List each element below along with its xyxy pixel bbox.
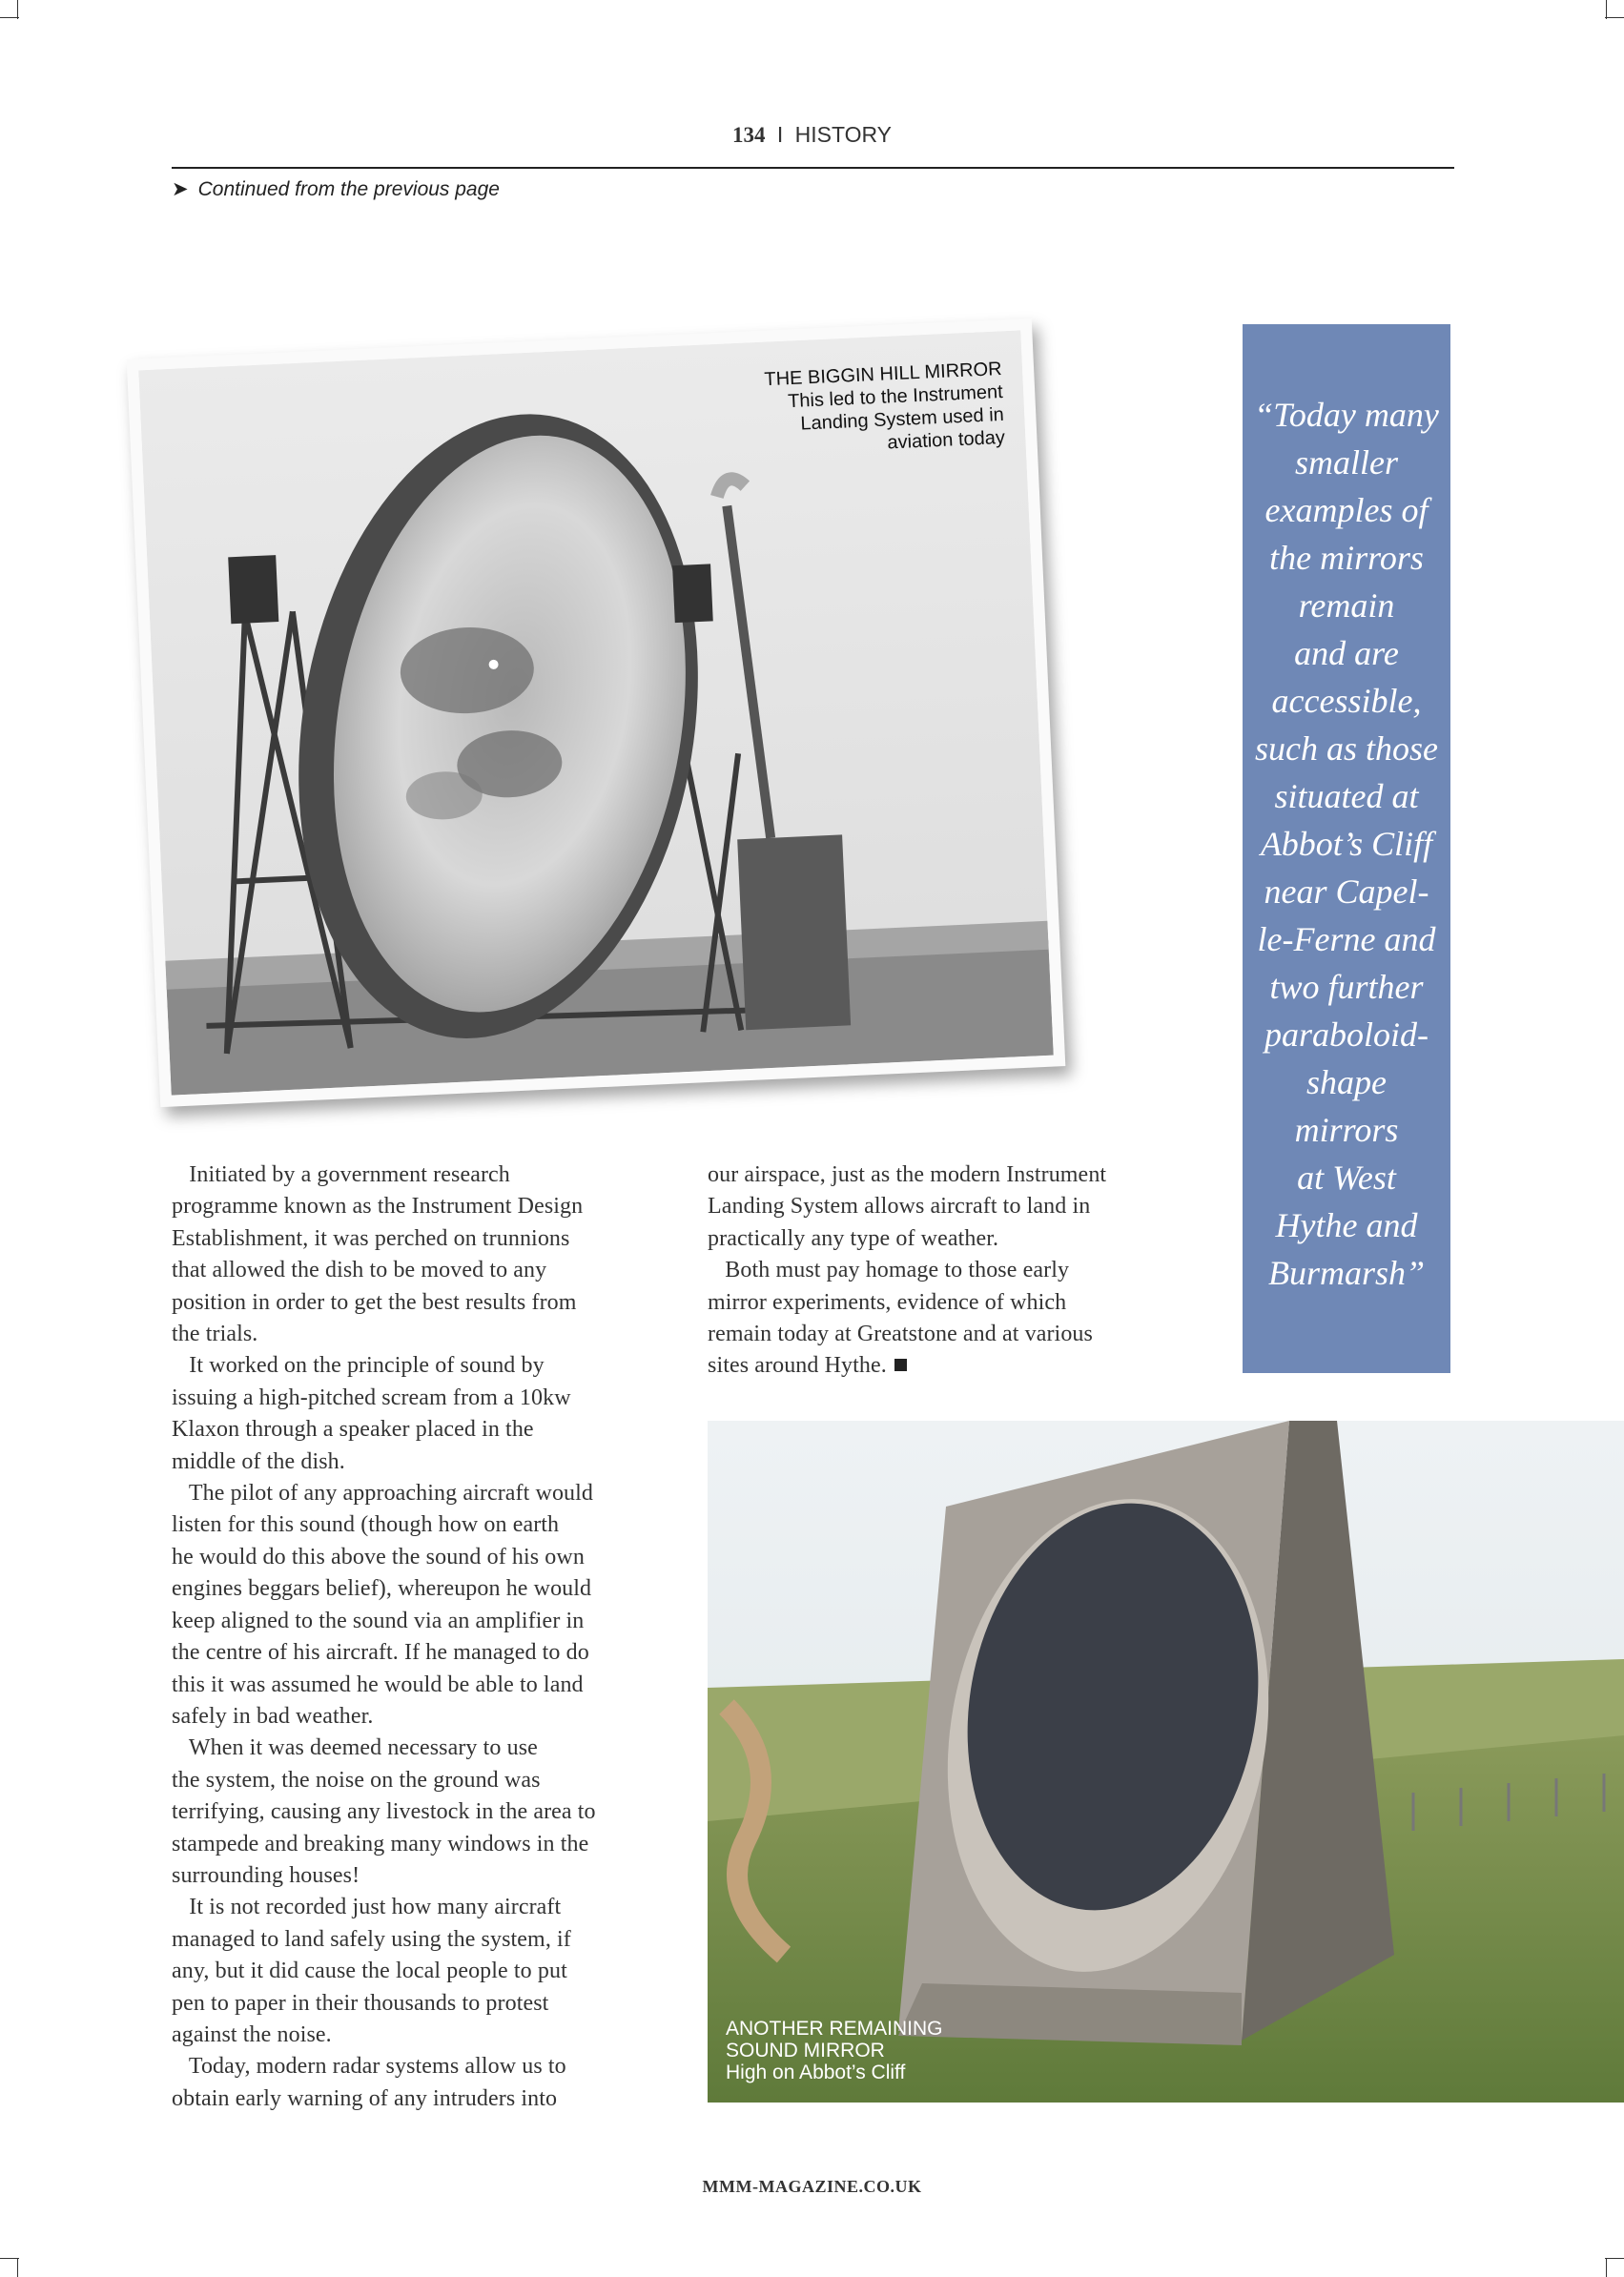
pull-quote-line: situated at — [1274, 777, 1419, 815]
crop-mark — [1606, 2258, 1607, 2277]
abbots-cliff-mirror-photo — [708, 1421, 1624, 2103]
body-line: terrifying, causing any livestock in the area to — [172, 1799, 596, 1825]
body-line: keep aligned to the sound via an amplifier in — [172, 1608, 585, 1633]
pull-quote-line: Hythe and — [1275, 1206, 1418, 1244]
body-line: practically any type of weather. — [708, 1225, 999, 1251]
body-line: It is not recorded just how many aircraft — [172, 1895, 562, 1920]
crop-mark — [1605, 2258, 1624, 2259]
pull-quote-line: accessible, — [1271, 682, 1422, 720]
crop-mark — [1605, 17, 1624, 18]
body-line: safely in bad weather. — [172, 1703, 374, 1729]
body-line-last — [708, 1350, 1184, 1382]
body-line: mirror experiments, evidence of which — [708, 1289, 1067, 1315]
pull-quote-line: Abbot’s Cliff — [1260, 825, 1433, 863]
body-line: engines beggars belief), whereupon he would — [172, 1576, 592, 1602]
body-line: surrounding houses! — [172, 1862, 360, 1888]
body-line: issuing a high-pitched scream from a 10kw — [172, 1385, 571, 1410]
body-line: Establishment, it was perched on trunnions — [172, 1225, 570, 1251]
body-line: Both must pay homage to those early — [708, 1258, 1070, 1283]
crop-mark — [17, 2258, 18, 2277]
pull-quote-line: examples of — [1264, 491, 1429, 529]
crop-mark — [17, 0, 18, 19]
page-header — [0, 122, 1624, 148]
body-line: position in order to get the best results from — [172, 1289, 577, 1315]
body-line: against the noise. — [172, 2021, 332, 2047]
sound-mirror-illustration — [708, 1421, 1624, 2103]
crop-mark — [0, 2258, 19, 2259]
body-line: he would do this above the sound of his own — [172, 1544, 585, 1569]
body-column-right — [708, 1159, 1184, 1383]
body-line: our airspace, just as the modern Instrument — [708, 1162, 1107, 1187]
pull-quote-line: “Today many — [1254, 396, 1439, 434]
photo2-caption-line: ANOTHER REMAINING — [726, 2018, 943, 2040]
body-line: middle of the dish. — [172, 1448, 345, 1474]
continued-text: Continued from the previous page — [197, 178, 500, 200]
body-line: listen for this sound (though how on earth — [172, 1512, 560, 1538]
body-line: When it was deemed necessary to use — [172, 1735, 538, 1761]
pull-quote-line: shape — [1306, 1063, 1387, 1101]
pull-quote-line: such as those — [1255, 729, 1438, 768]
body-line: this it was assumed he would be able to land — [172, 1672, 584, 1697]
header-rule — [172, 167, 1454, 169]
crop-mark — [0, 17, 19, 18]
pull-quote-line: at West — [1297, 1159, 1396, 1197]
body-line: Today, modern radar systems allow us to — [172, 2054, 566, 2080]
pull-quote — [1243, 324, 1450, 1373]
pull-quote-line: smaller — [1295, 443, 1398, 482]
body-column-left — [172, 1159, 648, 2115]
body-line: managed to land safely using the system, if — [172, 1926, 571, 1952]
body-line: The pilot of any approaching aircraft would — [172, 1481, 594, 1507]
photo2-caption-line: SOUND MIRROR — [726, 2040, 885, 2062]
body-line: programme known as the Instrument Design — [172, 1194, 584, 1220]
continued-note — [172, 177, 500, 201]
section-title: HISTORY — [794, 122, 893, 147]
crop-mark — [1606, 0, 1607, 19]
body-line: the system, the noise on the ground was — [172, 1767, 541, 1793]
body-line: obtain early warning of any intruders into — [172, 2085, 558, 2111]
photo2-caption — [726, 2018, 943, 2083]
pull-quote-line: mirrors — [1294, 1111, 1399, 1149]
pull-quote-line: le-Ferne and — [1257, 920, 1436, 958]
photo1-caption-line: This led to the Instrument — [787, 380, 1004, 413]
pull-quote-line: two further — [1269, 968, 1424, 1006]
body-line: pen to paper in their thousands to protest — [172, 1990, 549, 2016]
body-line: the centre of his aircraft. If he managed to do — [172, 1640, 589, 1666]
body-line: that allowed the dish to be moved to any — [172, 1258, 547, 1283]
end-mark-icon — [894, 1359, 907, 1371]
body-line: the trials. — [172, 1322, 258, 1347]
pull-quote-line: remain — [1298, 586, 1395, 625]
body-line: sites around Hythe. — [708, 1353, 887, 1379]
pull-quote-line: paraboloid- — [1264, 1015, 1429, 1054]
body-line: any, but it did cause the local people to put — [172, 1959, 567, 1984]
header-separator: I — [776, 122, 784, 147]
page-number: 134 — [731, 123, 766, 147]
photo1-caption-title: THE BIGGIN HILL MIRROR — [764, 358, 1003, 391]
pull-quote-line: and are — [1294, 634, 1399, 672]
body-line: Landing System allows aircraft to land in — [708, 1194, 1091, 1220]
body-line: stampede and breaking many windows in the — [172, 1831, 589, 1856]
photo1-caption-line: Landing System used in — [799, 403, 1005, 435]
body-line: remain today at Greatstone and at various — [708, 1322, 1093, 1347]
arrow-icon: ➤ — [172, 178, 189, 200]
body-line: Klaxon through a speaker placed in the — [172, 1417, 534, 1443]
pull-quote-line: Burmarsh” — [1267, 1254, 1426, 1292]
pull-quote-line: the mirrors — [1269, 539, 1424, 577]
page-footer: MMM-MAGAZINE.CO.UK — [702, 2177, 922, 2196]
body-line: It worked on the principle of sound by — [172, 1353, 545, 1379]
body-line: Initiated by a government research — [172, 1162, 510, 1187]
photo1-caption — [696, 358, 1005, 462]
photo2-caption-line: High on Abbot’s Cliff — [726, 2062, 906, 2083]
photo1-caption-line: aviation today — [887, 426, 1006, 454]
pull-quote-line: near Capel- — [1264, 872, 1429, 911]
